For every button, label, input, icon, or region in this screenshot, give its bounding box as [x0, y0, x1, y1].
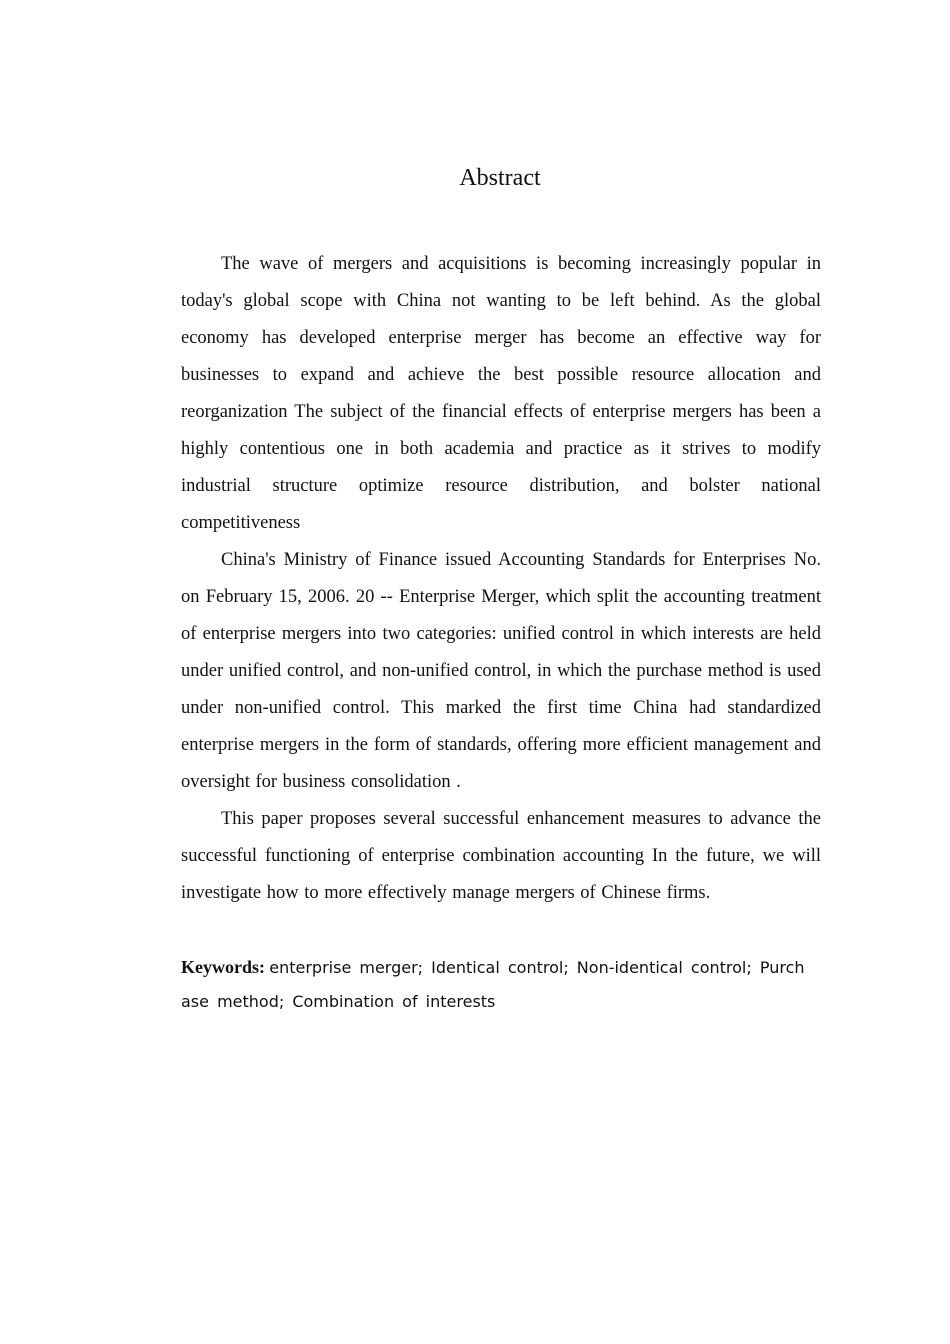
abstract-paragraph-3: This paper proposes several successful enhancement measures to advance the successful functioning of enterprise combination accounting In the future, we will investigate how to more effectively manage mergers of Chinese firms. — [181, 809, 821, 903]
keywords-section — [181, 950, 821, 1019]
keywords-label: Keywords: — [181, 957, 265, 977]
page-title: Abstract — [459, 165, 541, 191]
keywords-list: enterprise merger; Identical control; Non-identical control; Purch ase method; Combination of interests — [181, 958, 805, 1011]
abstract-paragraph-1: The wave of mergers and acquisitions is becoming increasingly popular in today's global scope with China not wanting to be left behind. As the global economy has developed enterprise merger has become an effective way for businesses to expand and achieve the best possible resource allocation and reorganization The subject of the financial effects of enterprise mergers has been a highly contentious one in both academia and practice as it strives to modify industrial structure optimize resource distribution, and bolster national competitiveness — [181, 254, 821, 533]
abstract-paragraph-2: China's Ministry of Finance issued Accounting Standards for Enterprises No. on February 15, 2006. 20 -- Enterprise Merger, which split the accounting treatment of enterprise mergers into two categories: unified control in which interests are held under unified control, and non-unified control, in which the purchase method is used under non-unified control. This marked the first time China had standardized enterprise mergers in the form of standards, offering more efficient management and oversight for business consolidation . — [181, 550, 821, 792]
abstract-body — [181, 246, 821, 912]
